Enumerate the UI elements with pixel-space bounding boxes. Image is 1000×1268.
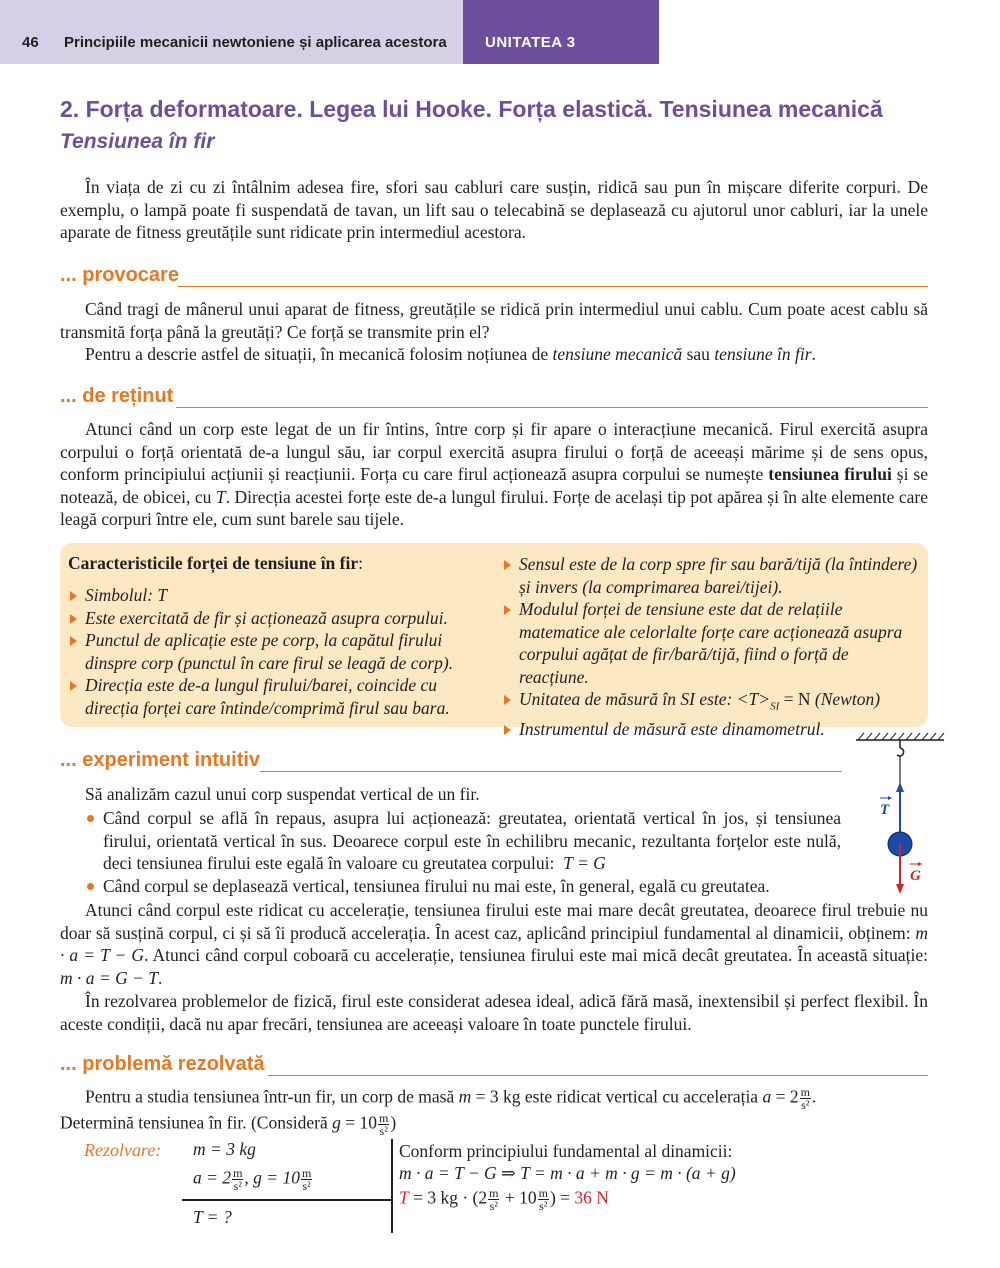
- section-label: ... problemă rezolvată: [60, 1053, 265, 1075]
- result-value: 36 N: [574, 1187, 609, 1208]
- ceiling-hatch: [858, 733, 944, 740]
- section-retinut: [60, 385, 928, 411]
- header-bar: [0, 0, 463, 64]
- problem-statement-line-2: Determină tensiunea în fir. (Consideră g = 10 $\frac{m}{\text{s²}}$ ): [60, 1111, 397, 1138]
- provocare-paragraph-2: Pentru a descrie astfel de situații, în mecanică folosim noțiunea de tensiune mecanică sau tensiune în fir.: [85, 344, 816, 364]
- retinut-paragraph: Atunci când un corp este legat de un fir întins, între corp și fir apare o interacțiune mecanică. Firul exercită asupra corpului o forță orientată de-a lungul său, iar corpul exercită asupra firului o forță de aceeași mărime și de sens opus, conform principiului acțiunii și reacțiunii. Forța cu care firul acționează asupra corpului se numește tensiunea firului și se notează, de obicei, cu T. Direcția acestei forțe este de-a lungul firului. Forțe de același tip pot apărea și în alte elemente care leagă corpuri între ele, cum sunt barele sau tijele.: [60, 419, 928, 529]
- section-experiment: [60, 749, 842, 775]
- list-item: Când corpul se deplasează vertical, tensiunea firului nu mai este, în general, egală cu greutatea.: [85, 875, 841, 898]
- tension-label: T: [880, 802, 890, 818]
- box-list-right: [502, 553, 922, 741]
- unit-fraction: $\frac{m}{\text{s²}}$: [800, 1085, 810, 1112]
- section-problema: [60, 1053, 928, 1079]
- box-item: Este exercitată de fir și acționează asupra corpului.: [68, 607, 492, 630]
- section-rule: [260, 771, 842, 772]
- solution-divider: [391, 1139, 393, 1233]
- experiment-paragraph-2: În rezolvarea problemelor de fizică, firul este considerat adesea ideal, adică fără masă, inextensibil și perfect flexibil. În aceste condiții, dacă nu apar frecări, tensiunea are aceeași valoare în toate punctele firului.: [60, 991, 928, 1034]
- page-subtitle: Tensiunea în fir: [60, 130, 215, 153]
- weight-arrowhead: [896, 884, 904, 894]
- box-item: Instrumentul de măsură este dinamometrul.: [502, 718, 922, 741]
- provocare-paragraph-1: Când tragi de mânerul unui aparat de fitness, greutățile se ridică prin intermediul unui cablu. Cum poate acest cablu să transmită forța până la greutăți? Ce forță se transmite prin el?: [60, 299, 928, 342]
- experiment-intro: Să analizăm cazul unui corp suspendat vertical de un fir.: [85, 784, 480, 804]
- list-item: Când corpul se află în repaus, asupra lui acționează: greutatea, orientată vertical în jos, și tensiunea firului, orientată vertical în sus. Deoarece corpul este în echilibru mecanic, rezultanta forțelor este nulă, deci tensiunea firului este egală în valoare cu greutatea corpului: T = G: [85, 807, 841, 875]
- section-rule: [178, 286, 928, 287]
- characteristics-box: [60, 543, 928, 739]
- box-item: Modulul forței de tensiune este dat de relațiile matematice ale celorlalte forțe care acționează asupra corpului agățat de fir/bară/tijă, fiind o forță de reacțiune.: [502, 598, 922, 688]
- given-acceleration: a = 2 $\frac{m}{\text{s²}}$ , g = 10 $\frac{m}{\text{s²}}$: [193, 1166, 312, 1193]
- weight-label: G: [910, 868, 921, 884]
- section-label: ... provocare: [60, 264, 179, 286]
- hook: [897, 748, 904, 756]
- box-title: Caracteristicile forței de tensiune în fir:: [68, 553, 363, 573]
- box-item: Direcția este de-a lungul firului/barei, coincide cu direcția forței care întinde/comprimă firul sau bara.: [68, 674, 492, 719]
- page-title: 2. Forța deformatoare. Legea lui Hooke. Forța elastică. Tensiunea mecanică: [60, 96, 883, 122]
- unknown-tension: T = ?: [193, 1207, 232, 1227]
- section-rule: [268, 1075, 928, 1076]
- given-mass: m = 3 kg: [193, 1139, 256, 1159]
- solution-label: Rezolvare:: [84, 1140, 162, 1160]
- experiment-list: [85, 807, 841, 897]
- unit-label: UNITATEA 3: [485, 34, 576, 51]
- box-item: Unitatea de măsură în SI este: $<T>_{SI} = N$ (Newton): [502, 688, 922, 718]
- box-item: Sensul este de la corp spre fir sau bară/tijă (la întindere) și invers (la comprimarea barei/tijei).: [502, 553, 922, 598]
- solution-line-1: Conform principiului fundamental al dinamicii:: [399, 1141, 733, 1161]
- unit-tab: [463, 0, 659, 64]
- chapter-title: Principiile mecanicii newtoniene și aplicarea acestora: [64, 34, 447, 51]
- intro-paragraph: În viața de zi cu zi întâlnim adesea fire, sfori sau cabluri care susțin, ridică sau pun în mișcare diferite corpuri. De exemplu, o lampă poate fi suspendată de tavan, un lift sau o telecabină se deplasează cu ajutorul unor cabluri, iar la unele aparate de fitness greutățile sunt ridicate prin intermediul acestora.: [60, 177, 928, 242]
- problem-statement-line-1: Pentru a studia tensiunea într-un fir, un corp de masă m = 3 kg este ridicat vertical cu accelerația a = 2 $\frac{m}{\text{s²}}$ .: [85, 1085, 817, 1112]
- tension-arrowhead: [896, 782, 904, 792]
- experiment-paragraph-1: Atunci când corpul este ridicat cu accelerație, tensiunea firului este mai mare decât greutatea, deoarece firul trebuie nu doar să susțină corpul, ci și să îi producă accelerația. În acest caz, aplicând principiul fundamental al dinamicii, obținem: m · a = T − G. Atunci când corpul coboară cu accelerație, tensiunea firului este mai mică decât greutatea. În această situație: m · a = G − T.: [60, 900, 928, 988]
- box-item: Punctul de aplicație este pe corp, la capătul firului dinspre corp (punctul în care firul se leagă de corp).: [68, 629, 492, 674]
- box-list-left: [68, 584, 492, 719]
- solution-line-2: m · a = T − G ⇒ T = m · a + m · g = m · (a + g): [399, 1163, 736, 1183]
- unit-fraction: $\frac{m}{\text{s²}}$: [379, 1111, 389, 1138]
- section-rule: [176, 407, 928, 408]
- section-label: ... experiment intuitiv: [60, 749, 261, 771]
- solution-line-3: T = 3 kg · (2 $\frac{m}{\text{s²}}$ + 10 $\frac{m}{\text{s²}}$ ) = 36 N: [399, 1186, 609, 1213]
- section-label: ... de reținut: [60, 385, 174, 407]
- page-number: 46: [22, 34, 39, 51]
- suspended-body-figure: [852, 730, 948, 900]
- given-separator: [182, 1199, 392, 1201]
- section-provocare: [60, 264, 928, 290]
- box-item: Simbolul: T⃗: [68, 584, 492, 607]
